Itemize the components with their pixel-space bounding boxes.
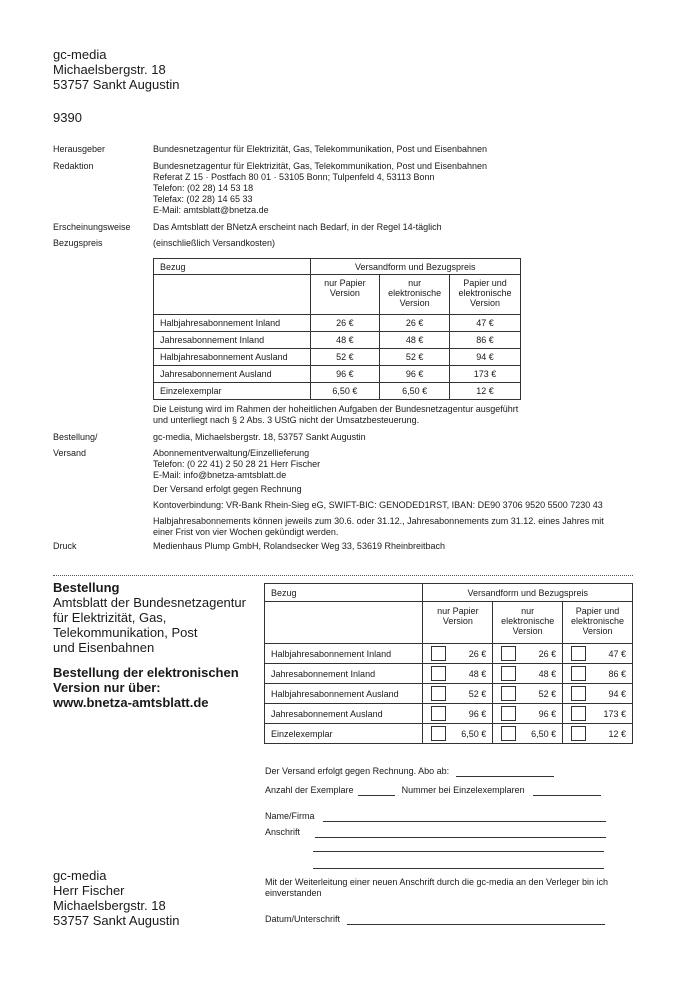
checkbox-elektro[interactable] [501,646,516,661]
checkbox-beide[interactable] [571,666,586,681]
sub-beide: Papier und elektronische Version [450,275,521,315]
checkbox-beide[interactable] [571,686,586,701]
recipient-city: 53757 Sankt Augustin [53,913,180,928]
sub-beide: Papier und elektronische Version [563,602,633,644]
checkbox-elektro[interactable] [501,706,516,721]
redaktion-line: E-Mail: amtsblatt@bnetza.de [153,205,269,215]
checkbox-beide[interactable] [571,646,586,661]
order-table [264,583,633,744]
checkbox-elektro[interactable] [501,666,516,681]
redaktion-line: Bundesnetzagentur für Elektrizität, Gas, Telekommunikation, Post und Eisenbahnen [153,161,488,171]
checkbox-papier[interactable] [431,646,446,661]
leistung-note: Die Leistung wird im Rahmen der hoheitlichen Aufgaben der Bundesnetzagentur ausgeführt und unterliegt nach § 2 Abs. 3 UStG nicht der Umsatzbesteuerung. [153,404,519,425]
table-row: Jahresabonnement Inland 48 € 48 € 86 € [265,664,633,684]
sub-elektro: nur elektronische Version [380,275,450,315]
anzahl-label: Anzahl der Exemplare [265,785,354,795]
bezugspreis-label: Bezugspreis [53,238,103,248]
table-row: Einzelexemplar 6,50 € 6,50 € 12 € [265,724,633,744]
sender-street: Michaelsbergstr. 18 [53,62,166,77]
druck-label: Druck [53,541,77,551]
versand-value: Abonnementverwaltung/Einzellieferung Telefon: (0 22 41) 2 50 28 21 Herr Fischer E-Mail: info@bnetza-amtsblatt.de [153,448,321,480]
recipient-person: Herr Fischer [53,883,125,898]
nummer-label: Nummer bei Einzelexemplaren [401,785,525,795]
anschrift-row [265,826,606,838]
anzahl-row [265,784,601,796]
herausgeber-value: Bundesnetzagentur für Elektrizität, Gas, Telekommunikation, Post und Eisenbahnen [153,144,488,154]
bezugspreis-value: (einschließlich Versandkosten) [153,238,276,248]
checkbox-papier[interactable] [431,666,446,681]
table-row: Jahresabonnement Ausland 96 € 96 € 173 € [154,366,521,383]
checkbox-elektro[interactable] [501,726,516,741]
table-row: Halbjahresabonnement Ausland 52 € 52 € 94 € [265,684,633,704]
name-label: Name/Firma [265,811,315,821]
redaktion-line: Referat Z 15 · Postfach 80 01 · 53105 Bonn; Tulpenfeld 4, 53113 Bonn [153,172,435,182]
checkbox-elektro[interactable] [501,686,516,701]
erscheinung-value: Das Amtsblatt der BNetzA erscheint nach Bedarf, in der Regel 14-täglich [153,222,442,232]
datum-label: Datum/Unterschrift [265,914,341,924]
bestellung-value: gc-media, Michaelsbergstr. 18, 53757 Sankt Augustin [153,432,366,442]
sub-papier: nur Papier Version [423,602,493,644]
weiterleitung-note: Mit der Weiterleitung einer neuen Anschrift durch die gc-media an den Verleger bin ich einverstanden [265,877,609,898]
page-number: 9390 [53,110,82,125]
table-row: Jahresabonnement Inland 48 € 48 € 86 € [154,332,521,349]
redaktion-value [153,161,487,216]
table-row: Halbjahresabonnement Inland 26 € 26 € 47 € [154,315,521,332]
datum-field[interactable] [347,913,605,925]
cut-line [53,575,633,576]
checkbox-papier[interactable] [431,686,446,701]
order-title: Bestellung [53,580,120,595]
col-bezug: Bezug [265,584,423,602]
col-group: Versandform und Bezugspreis [423,584,633,602]
checkbox-papier[interactable] [431,726,446,741]
sub-papier: nur Papier Version [310,275,380,315]
recipient-name: gc-media [53,868,107,883]
table-row: Jahresabonnement Ausland 96 € 96 € 173 € [265,704,633,724]
redaktion-line: Telefax: (02 28) 14 65 33 [153,194,253,204]
checkbox-beide[interactable] [571,706,586,721]
checkbox-papier[interactable] [431,706,446,721]
anschrift-field-line3[interactable] [313,868,604,869]
anschrift-field[interactable] [315,826,606,838]
col-group: Versandform und Bezugspreis [310,259,520,275]
versand-rechnung: Der Versand erfolgt gegen Rechnung [153,484,302,494]
table-row: Einzelexemplar 6,50 € 6,50 € 12 € [154,383,521,400]
price-table [153,258,521,400]
anschrift-field-line2[interactable] [313,851,604,852]
sender-name: gc-media [53,47,107,62]
herausgeber-label: Herausgeber [53,144,106,154]
kontoverbindung: Kontoverbindung: VR-Bank Rhein-Sieg eG, SWIFT-BIC: GENODED1RST, IBAN: DE90 3706 9520 5500 7230 43 [153,500,603,510]
versand-label: Versand [53,448,87,458]
druck-value: Medienhaus Plump GmbH, Rolandsecker Weg 33, 53619 Rheinbreitbach [153,541,445,551]
checkbox-beide[interactable] [571,726,586,741]
name-field[interactable] [323,810,606,822]
redaktion-label: Redaktion [53,161,94,171]
recipient-address [53,868,180,928]
col-bezug: Bezug [154,259,311,275]
table-row: Halbjahresabonnement Inland 26 € 26 € 47 € [265,644,633,664]
bestellung-label: Bestellung/ [53,432,98,442]
anschrift-label: Anschrift [265,827,301,837]
nummer-field[interactable] [533,784,601,796]
sub-elektro: nur elektronische Version [493,602,563,644]
sender-address [53,47,180,92]
name-row [265,810,606,822]
anzahl-field[interactable] [358,784,395,796]
datum-row [265,913,605,925]
sender-city: 53757 Sankt Augustin [53,77,180,92]
order-website-link[interactable]: www.bnetza-amtsblatt.de [53,695,209,710]
abo-ab-row [265,765,554,777]
order-subtitle: Amtsblatt der Bundesnetzagentur für Elektrizität, Gas, Telekommunikation, Post und Eisenbahnen [53,595,246,655]
kuendigung-note: Halbjahresabonnements können jeweils zum 30.6. oder 31.12., Jahresabonnements zum 31.12. eines Jahres mit einer Frist von vier Wochen gekündigt werden. [153,516,604,537]
table-row: Halbjahresabonnement Ausland 52 € 52 € 94 € [154,349,521,366]
electronic-order-note: Bestellung der elektronischen Version nur über: www.bnetza-amtsblatt.de [53,665,239,710]
recipient-street: Michaelsbergstr. 18 [53,898,166,913]
erscheinung-label: Erscheinungsweise [53,222,131,232]
redaktion-line: Telefon: (02 28) 14 53 18 [153,183,254,193]
abo-ab-field[interactable] [456,765,554,777]
abo-ab-label: Der Versand erfolgt gegen Rechnung. Abo ab: [265,766,450,776]
